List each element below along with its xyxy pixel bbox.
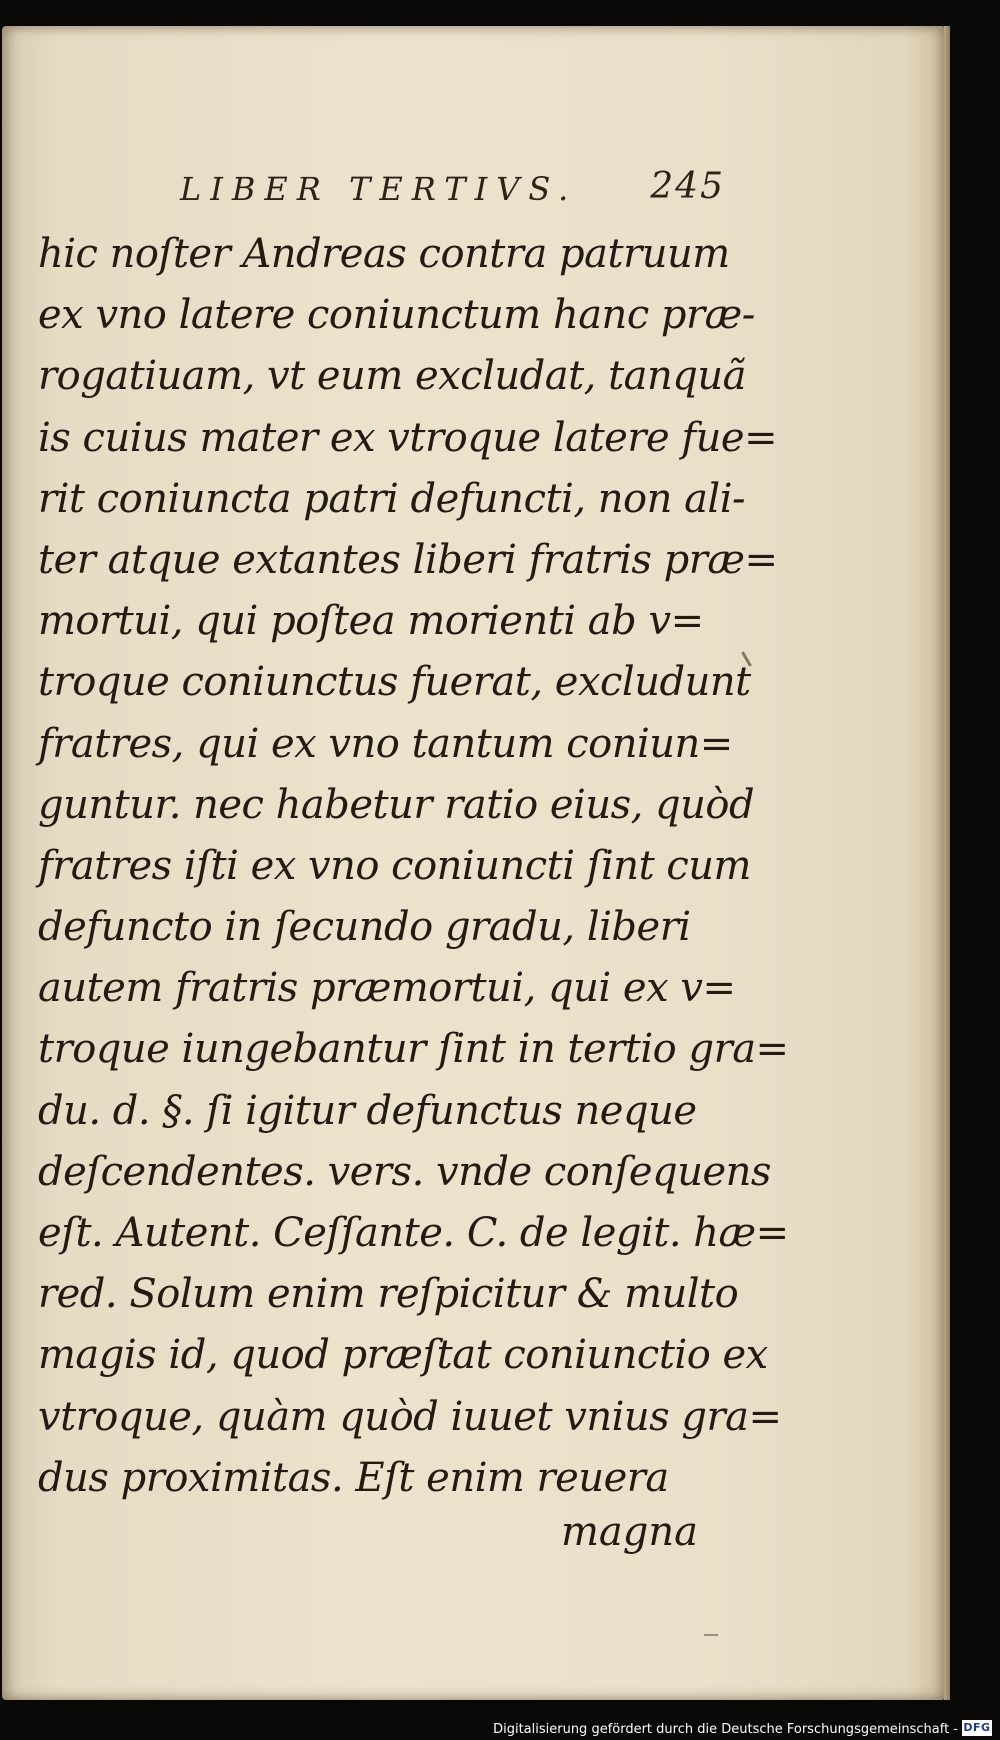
book-page	[2, 26, 944, 1700]
text-line: fratres, qui ex vno tantum coniun=	[38, 720, 733, 767]
body-text	[38, 224, 789, 1570]
footer-bar	[0, 1700, 1000, 1740]
funding-credit: Digitalisierung gefördert durch die Deutsche Forschungsgemeinschaft -	[493, 1722, 958, 1737]
text-line: guntur. nec habetur ratio eius, quòd	[38, 781, 755, 828]
text-line: rogatiuam, vt eum excludat, tanquã	[38, 353, 746, 400]
text-line: mortui, qui poſtea morienti ab v=	[38, 598, 704, 645]
text-line: is cuius mater ex vtroque latere fue=	[38, 414, 778, 461]
text-line: du. d. §. ſi igitur defunctus neque	[38, 1087, 697, 1134]
text-line: fratres iſti ex vno coniuncti ſint cum	[38, 842, 751, 889]
page-edge	[944, 26, 950, 1700]
running-head: LIBER TERTIVS.	[180, 170, 578, 208]
text-line: ex vno latere coniunctum hanc præ-	[38, 292, 755, 339]
catchword: magna	[561, 1508, 698, 1555]
text-line: red. Solum enim reſpicitur & multo	[38, 1271, 739, 1318]
page-number: 245	[650, 166, 725, 207]
text-line: ter atque extantes liberi fratris præ=	[38, 536, 778, 583]
text-line: autem fratris præmortui, qui ex v=	[38, 965, 736, 1012]
text-line: eſt. Autent. Ceſſante. C. de legit. hæ=	[38, 1210, 789, 1256]
catchword-row	[38, 1509, 698, 1570]
text-line: deſcendentes. vers. vnde conſequens	[38, 1148, 771, 1195]
text-line: hic noſter Andreas contra patruum	[38, 231, 730, 277]
paper-blemish	[704, 1634, 718, 1636]
text-line: troque coniunctus fuerat, excludunt	[38, 659, 751, 706]
dfg-logo: DFG	[963, 1721, 991, 1734]
text-line: troque iungebantur ſint in tertio gra=	[38, 1026, 789, 1073]
text-line: vtroque, quàm quòd iuuet vnius gra=	[38, 1393, 782, 1440]
text-line: magis id, quod præſtat coniunctio ex	[38, 1332, 768, 1379]
text-line: defuncto in ſecundo gradu, liberi	[38, 904, 691, 951]
text-line: rit coniuncta patri defuncti, non ali-	[38, 475, 746, 522]
page-header	[180, 164, 725, 214]
text-line: dus proximitas. Eſt enim reuera	[38, 1454, 669, 1501]
